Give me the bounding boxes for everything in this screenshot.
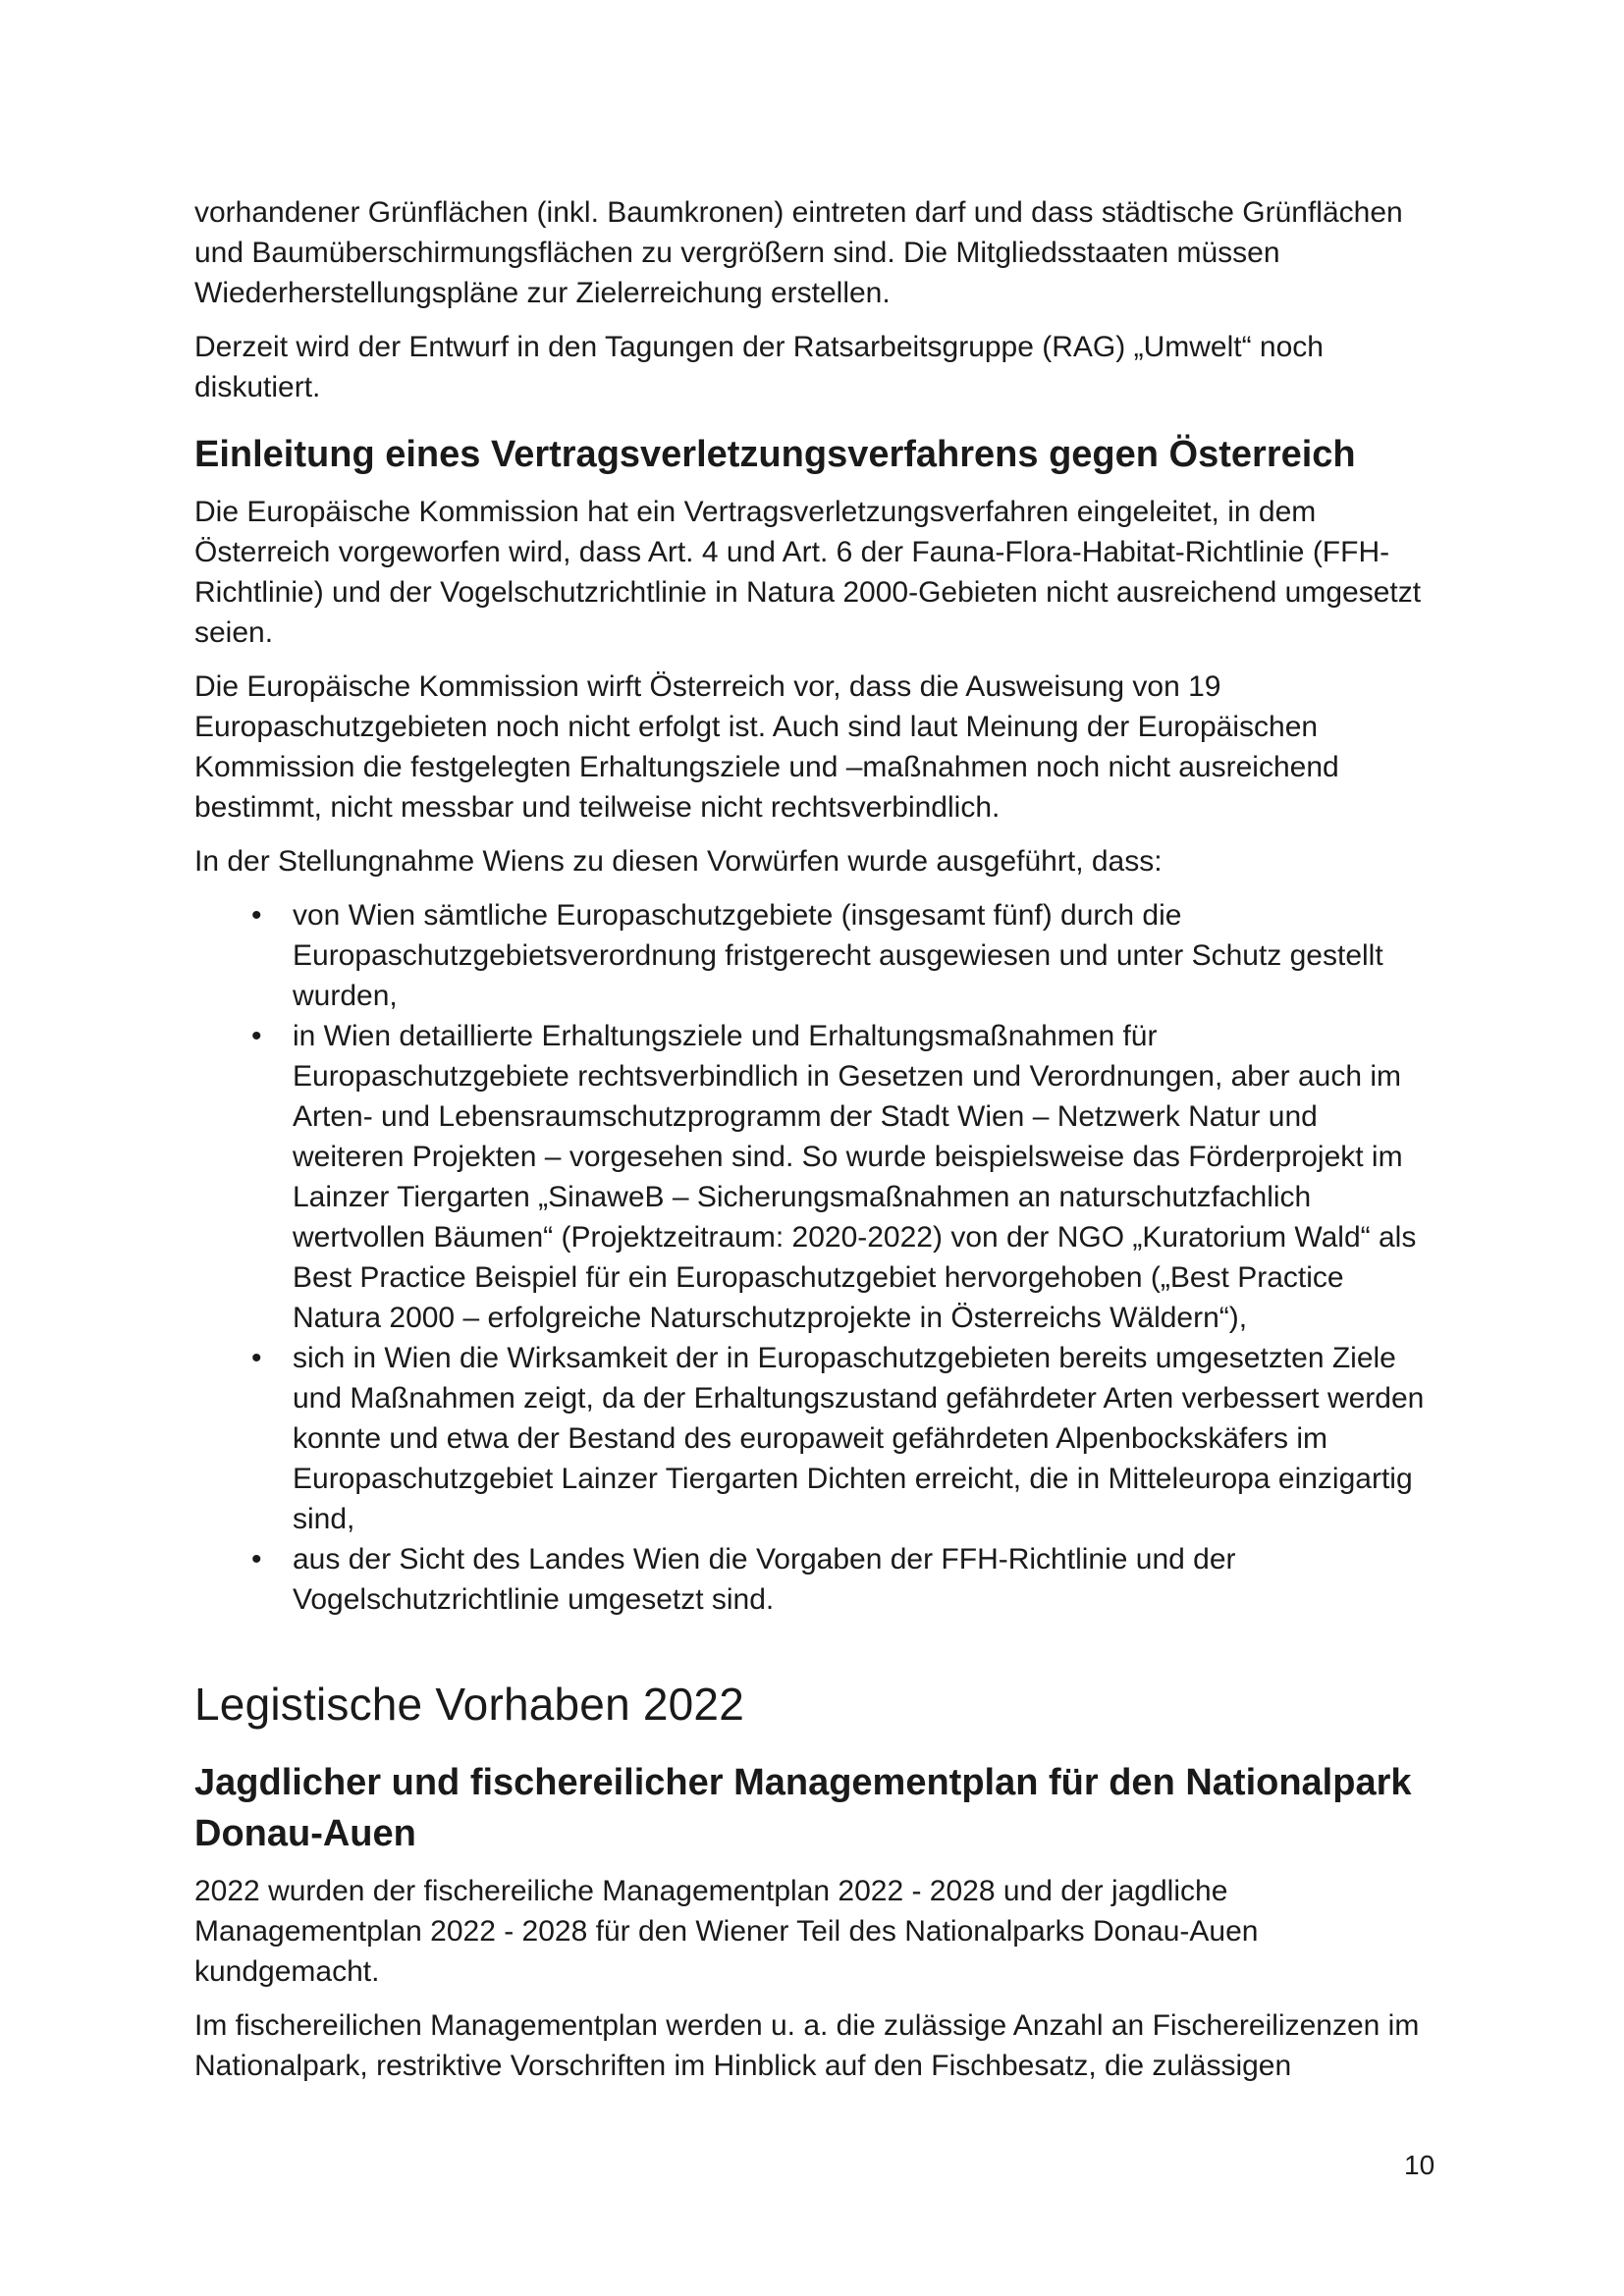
section1-paragraph-3: In der Stellungnahme Wiens zu diesen Vorwürfen wurde ausgeführt, dass: — [194, 845, 1163, 878]
page-number: 10 — [1404, 2150, 1435, 2180]
chapter-heading: Legistische Vorhaben 2022 — [194, 1679, 744, 1730]
section1-paragraph-1: Die Europäische Kommission hat ein Vertragsverletzungsverfahren eingeleitet, in dem Österreich vorgeworfen wird, dass Art. 4 und Art. 6 der Fauna-Flora-Habitat-Richtlinie (FFH-Richtlinie) und der Vogelschutzrichtlinie in Natura 2000-Gebieten nicht ausreichend umgesetzt seien. — [194, 496, 1422, 649]
list-item — [194, 1539, 1434, 1620]
bullet-icon: • — [251, 899, 262, 932]
bullet-list — [194, 895, 1434, 1620]
bullet-icon: • — [251, 1020, 262, 1052]
section2-paragraph-1: 2022 wurden der fischereiliche Managementplan 2022 - 2028 und der jagdliche Managementplan 2022 - 2028 für den Wiener Teil des Nationalparks Donau-Auen kundgemacht. — [194, 1875, 1259, 1988]
bullet-icon: • — [251, 1543, 262, 1575]
list-item-text: in Wien detaillierte Erhaltungsziele und Erhaltungsmaßnahmen für Europaschutzgebiete rechtsverbindlich in Gesetzen und Verordnungen, aber auch im Arten- und Lebensraumschutzprogramm der Stadt Wien – Netzwerk Natur und weiteren Projekten – vorgesehen sind. So wurde beispielsweise das Förderprojekt im Lainzer Tiergarten „SinaweB – Sicherungsmaßnahmen an naturschutzfachlich wertvollen Bäumen“ (Projektzeitraum: 2020-2022) von der NGO „Kuratorium Wald“ als Best Practice Beispiel für ein Europaschutzgebiet hervorgehoben („Best Practice Natura 2000 – erfolgreiche Naturschutzprojekte in Österreichs Wäldern“), — [293, 1020, 1417, 1334]
section2-paragraph-2: Im fischereilichen Managementplan werden u. a. die zulässige Anzahl an Fischereilizenzen im Nationalpark, restriktive Vorschriften im Hinblick auf den Fischbesatz, die zulässigen — [194, 2009, 1420, 2082]
section1-paragraph-2: Die Europäische Kommission wirft Österreich vor, dass die Ausweisung von 19 Europaschutzgebieten noch nicht erfolgt ist. Auch sind laut Meinung der Europäischen Kommission die festgelegten Erhaltungsziele und –maßnahmen noch nicht ausreichend bestimmt, nicht messbar und teilweise nicht rechtsverbindlich. — [194, 670, 1339, 824]
list-item-text: aus der Sicht des Landes Wien die Vorgaben der FFH-Richtlinie und der Vogelschutzrichtlinie umgesetzt sind. — [293, 1543, 1236, 1616]
list-item-text: von Wien sämtliche Europaschutzgebiete (insgesamt fünf) durch die Europaschutzgebietsverordnung fristgerecht ausgewiesen und unter Schutz gestellt wurden, — [293, 899, 1383, 1012]
list-item — [194, 895, 1434, 1016]
intro-paragraph-2: Derzeit wird der Entwurf in den Tagungen der Ratsarbeitsgruppe (RAG) „Umwelt“ noch diskutiert. — [194, 331, 1324, 403]
page-content — [194, 192, 1434, 2100]
bullet-icon: • — [251, 1342, 262, 1374]
intro-paragraph-1: vorhandener Grünflächen (inkl. Baumkronen) eintreten darf und dass städtische Grünflächen und Baumüberschirmungsflächen zu vergrößern sind. Die Mitgliedsstaaten müssen Wiederherstellungspläne zur Zielerreichung erstellen. — [194, 196, 1403, 309]
list-item-text: sich in Wien die Wirksamkeit der in Europaschutzgebieten bereits umgesetzten Ziele und Maßnahmen zeigt, da der Erhaltungszustand gefährdeter Arten verbessert werden konnte und etwa der Bestand des europaweit gefährdeten Alpenbockskäfers im Europaschutzgebiet Lainzer Tiergarten Dichten erreicht, die in Mitteleuropa einzigartig sind, — [293, 1342, 1425, 1535]
list-item — [194, 1338, 1434, 1539]
section-heading-infringement: Einleitung eines Vertragsverletzungsverfahrens gegen Österreich — [194, 434, 1356, 475]
list-item — [194, 1016, 1434, 1338]
section-heading-management-plan: Jagdlicher und fischereilicher Managementplan für den Nationalpark Donau-Auen — [194, 1762, 1412, 1854]
